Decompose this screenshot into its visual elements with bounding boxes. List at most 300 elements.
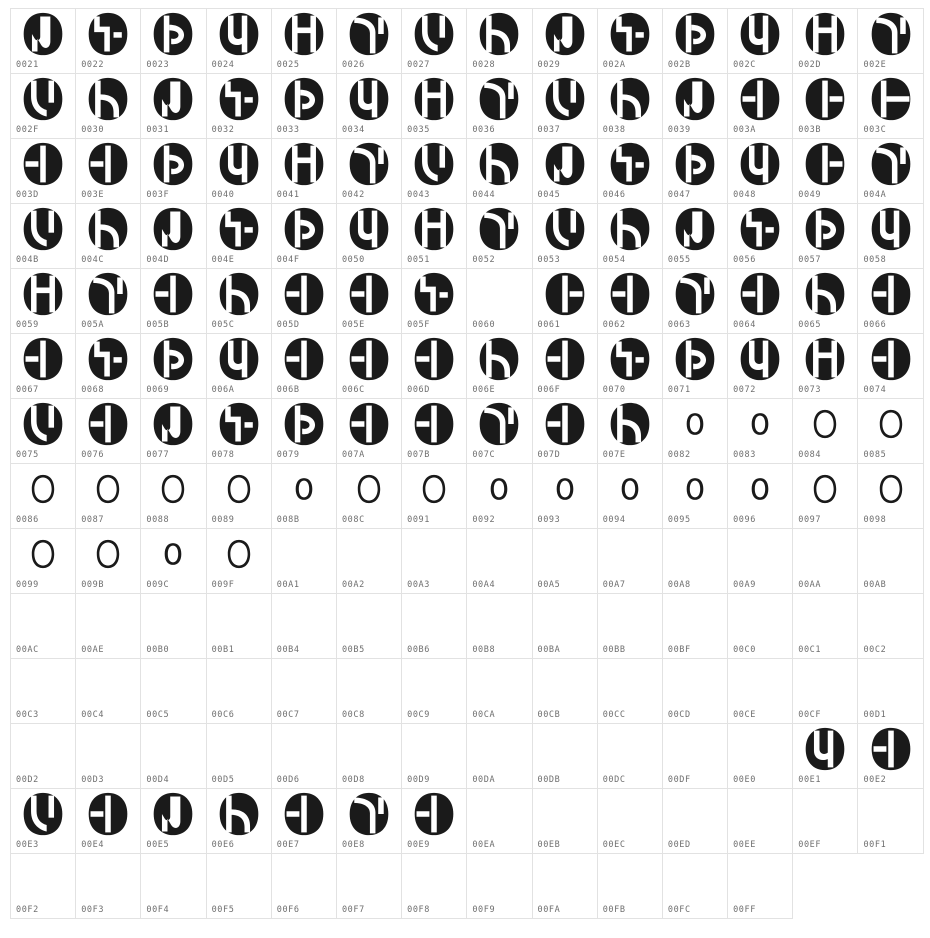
glyph-code-label: 003C [863,124,887,135]
glyph-cell[interactable] [533,594,598,659]
glyph-cell[interactable] [858,334,923,399]
glyph-cell[interactable] [11,464,76,529]
glyph-cell[interactable] [598,204,663,269]
glyph-cell[interactable] [793,74,858,139]
glyph-cell[interactable] [11,724,76,789]
glyph-cell[interactable] [402,594,467,659]
glyph-cell[interactable] [207,139,272,204]
glyph-cell[interactable] [207,399,272,464]
glyph-cell[interactable] [207,74,272,139]
glyph-icon [533,78,597,120]
glyph-icon [728,663,792,705]
glyph-cell[interactable] [272,269,337,334]
glyph-cell[interactable] [858,464,923,529]
glyph-code-label: 00E0 [733,774,756,785]
glyph-cell[interactable] [141,399,206,464]
glyph-cell[interactable] [11,204,76,269]
glyph-cell[interactable] [76,789,141,854]
glyph-cell[interactable] [76,334,141,399]
glyph-icon [337,13,401,55]
glyph-icon [141,663,205,705]
glyph-cell[interactable] [141,269,206,334]
glyph-icon [207,858,271,900]
glyph-cell[interactable] [402,334,467,399]
glyph-code-label: 009C [146,579,170,590]
glyph-cell[interactable] [337,139,402,204]
glyph-icon [402,78,466,120]
glyph-cell[interactable] [467,139,532,204]
glyph-code-label: 00D5 [211,774,235,785]
glyph-cell[interactable] [533,9,598,74]
glyph-cell[interactable] [858,9,923,74]
glyph-cell[interactable] [858,139,923,204]
glyph-cell[interactable] [728,789,793,854]
glyph-code-label: 007D [537,449,561,460]
glyph-cell[interactable] [663,139,728,204]
glyph-code-label: 00E3 [16,839,39,850]
glyph-cell[interactable] [141,334,206,399]
glyph-cell[interactable] [141,724,206,789]
glyph-cell[interactable] [207,269,272,334]
glyph-cell[interactable] [337,854,402,919]
glyph-cell[interactable] [141,594,206,659]
glyph-code-label: 0072 [733,384,756,395]
glyph-cell[interactable] [207,204,272,269]
glyph-code-label: 005E [341,319,365,330]
glyph-cell[interactable] [663,594,728,659]
glyph-icon [272,403,336,445]
glyph-icon [76,403,140,445]
glyph-cell[interactable] [76,204,141,269]
glyph-cell[interactable] [76,9,141,74]
glyph-cell[interactable] [793,269,858,334]
glyph-cell[interactable] [467,659,532,724]
glyph-icon [728,728,792,770]
glyph-cell[interactable] [272,529,337,594]
glyph-cell[interactable] [533,659,598,724]
glyph-icon [533,208,597,250]
glyph-icon [533,663,597,705]
glyph-cell[interactable] [402,529,467,594]
glyph-code-label: 00A8 [667,579,691,590]
glyph-cell[interactable] [467,269,532,334]
glyph-cell[interactable] [467,724,532,789]
glyph-code-label: 00EE [733,839,756,850]
glyph-code-label: 00E9 [407,839,430,850]
glyph-cell[interactable] [272,399,337,464]
glyph-code-label: 0057 [798,254,822,265]
glyph-icon [598,663,662,705]
glyph-code-label: 00E8 [341,839,365,850]
glyph-cell[interactable] [402,464,467,529]
glyph-cell[interactable] [728,659,793,724]
glyph-cell[interactable] [11,789,76,854]
glyph-icon [76,338,140,380]
glyph-cell[interactable] [663,74,728,139]
glyph-code-label: 00CF [798,709,822,720]
glyph-code-label: 00CB [537,709,561,720]
glyph-cell[interactable] [533,334,598,399]
glyph-cell[interactable] [728,269,793,334]
glyph-cell[interactable] [337,789,402,854]
glyph-code-label: 0025 [276,59,300,70]
glyph-cell[interactable] [76,854,141,919]
glyph-icon [467,13,531,55]
glyph-cell[interactable] [467,74,532,139]
glyph-cell[interactable] [663,724,728,789]
glyph-cell[interactable] [402,9,467,74]
glyph-cell[interactable] [858,789,923,854]
glyph-cell[interactable] [402,724,467,789]
glyph-icon [402,533,466,575]
glyph-icon [663,598,727,640]
glyph-icon [337,338,401,380]
glyph-cell[interactable] [793,529,858,594]
glyph-cell[interactable] [793,724,858,789]
glyph-cell[interactable] [793,334,858,399]
glyph-cell[interactable] [663,204,728,269]
glyph-cell[interactable] [533,204,598,269]
glyph-cell[interactable] [402,789,467,854]
glyph-code-label: 00FC [667,904,691,915]
glyph-icon [76,533,140,575]
glyph-cell[interactable] [858,724,923,789]
glyph-cell[interactable] [728,74,793,139]
glyph-cell[interactable] [76,269,141,334]
glyph-cell[interactable] [728,529,793,594]
glyph-cell[interactable] [598,789,663,854]
glyph-cell[interactable] [272,659,337,724]
glyph-cell[interactable] [272,789,337,854]
glyph-cell[interactable] [11,854,76,919]
glyph-cell[interactable] [793,789,858,854]
glyph-icon [207,403,271,445]
glyph-cell[interactable] [337,9,402,74]
glyph-cell[interactable] [793,139,858,204]
glyph-code-label: 0036 [472,124,496,135]
glyph-cell[interactable] [467,789,532,854]
glyph-cell[interactable] [337,204,402,269]
glyph-icon [76,793,140,835]
glyph-icon [467,533,531,575]
glyph-code-label: 00D9 [407,774,430,785]
glyph-cell[interactable] [402,204,467,269]
glyph-cell-empty [793,854,858,919]
glyph-cell[interactable] [598,9,663,74]
glyph-cell[interactable] [858,594,923,659]
glyph-icon [598,858,662,900]
glyph-icon [402,858,466,900]
glyph-cell[interactable] [337,74,402,139]
glyph-cell[interactable] [793,464,858,529]
glyph-icon [598,208,662,250]
glyph-cell[interactable] [598,74,663,139]
glyph-cell[interactable] [141,139,206,204]
glyph-icon [11,858,75,900]
glyph-icon [337,403,401,445]
glyph-icon [272,793,336,835]
glyph-icon [793,598,857,640]
glyph-cell[interactable] [272,594,337,659]
glyph-cell[interactable] [272,204,337,269]
glyph-cell[interactable] [728,9,793,74]
glyph-code-label: 00EC [602,839,626,850]
glyph-icon [467,468,531,510]
glyph-cell[interactable] [858,74,923,139]
glyph-code-label: 0074 [863,384,887,395]
glyph-code-label: 00B1 [211,644,235,655]
glyph-cell[interactable] [207,659,272,724]
glyph-cell[interactable] [728,724,793,789]
glyph-cell[interactable] [141,854,206,919]
glyph-cell[interactable] [793,9,858,74]
glyph-cell[interactable] [858,399,923,464]
glyph-cell[interactable] [467,204,532,269]
glyph-code-label: 0049 [798,189,822,200]
glyph-cell[interactable] [793,399,858,464]
glyph-cell[interactable] [272,139,337,204]
glyph-code-label: 00A9 [733,579,756,590]
glyph-cell[interactable] [337,464,402,529]
glyph-cell[interactable] [728,464,793,529]
glyph-cell[interactable] [76,529,141,594]
glyph-code-label: 00C9 [407,709,430,720]
glyph-cell[interactable] [467,854,532,919]
glyph-cell[interactable] [533,529,598,594]
glyph-code-label: 0078 [211,449,235,460]
glyph-cell[interactable] [402,659,467,724]
glyph-code-label: 00EF [798,839,822,850]
glyph-code-label: 00BB [602,644,626,655]
glyph-code-label: 0077 [146,449,170,460]
glyph-cell[interactable] [858,659,923,724]
glyph-cell[interactable] [663,269,728,334]
glyph-cell[interactable] [663,529,728,594]
glyph-cell[interactable] [76,139,141,204]
glyph-cell[interactable] [467,464,532,529]
glyph-cell[interactable] [11,74,76,139]
glyph-code-label: 00FF [733,904,756,915]
glyph-cell[interactable] [11,269,76,334]
glyph-cell[interactable] [207,9,272,74]
glyph-code-label: 006B [276,384,300,395]
glyph-code-label: 007E [602,449,626,460]
glyph-cell[interactable] [337,659,402,724]
glyph-cell[interactable] [598,269,663,334]
glyph-cell[interactable] [11,399,76,464]
glyph-cell[interactable] [11,659,76,724]
glyph-code-label: 005F [407,319,430,330]
glyph-icon [663,663,727,705]
glyph-cell[interactable] [598,724,663,789]
glyph-cell[interactable] [402,399,467,464]
glyph-icon [337,468,401,510]
glyph-cell[interactable] [272,9,337,74]
glyph-icon [76,728,140,770]
glyph-cell[interactable] [858,529,923,594]
glyph-grid [10,8,924,919]
glyph-cell[interactable] [337,399,402,464]
glyph-code-label: 0046 [602,189,626,200]
glyph-cell[interactable] [858,204,923,269]
glyph-cell[interactable] [337,334,402,399]
glyph-icon [533,793,597,835]
glyph-cell[interactable] [728,854,793,919]
glyph-cell[interactable] [141,464,206,529]
glyph-cell[interactable] [533,269,598,334]
glyph-cell[interactable] [11,9,76,74]
glyph-icon [598,728,662,770]
glyph-icon [793,273,857,315]
glyph-cell[interactable] [467,9,532,74]
glyph-cell[interactable] [76,659,141,724]
glyph-cell[interactable] [728,399,793,464]
glyph-cell[interactable] [598,334,663,399]
glyph-cell[interactable] [598,139,663,204]
glyph-cell[interactable] [272,74,337,139]
glyph-cell[interactable] [858,269,923,334]
glyph-cell[interactable] [663,9,728,74]
glyph-cell[interactable] [272,334,337,399]
glyph-cell[interactable] [11,529,76,594]
glyph-cell[interactable] [467,529,532,594]
glyph-cell[interactable] [467,399,532,464]
glyph-icon [467,728,531,770]
glyph-cell[interactable] [728,204,793,269]
glyph-cell[interactable] [598,659,663,724]
glyph-code-label: 009F [211,579,235,590]
glyph-cell[interactable] [402,139,467,204]
glyph-code-label: 002C [733,59,756,70]
glyph-cell[interactable] [207,594,272,659]
glyph-icon [207,468,271,510]
glyph-code-label: 006F [537,384,561,395]
glyph-icon [402,338,466,380]
glyph-cell[interactable] [337,594,402,659]
glyph-icon [663,468,727,510]
glyph-icon [598,143,662,185]
glyph-cell[interactable] [598,399,663,464]
glyph-cell[interactable] [141,9,206,74]
glyph-cell[interactable] [207,464,272,529]
glyph-cell[interactable] [207,334,272,399]
glyph-code-label: 0024 [211,59,235,70]
glyph-cell[interactable] [207,854,272,919]
glyph-icon [858,533,922,575]
glyph-code-label: 00CD [667,709,691,720]
glyph-cell[interactable] [533,724,598,789]
glyph-cell[interactable] [141,789,206,854]
glyph-cell[interactable] [337,724,402,789]
glyph-cell[interactable] [728,594,793,659]
glyph-cell[interactable] [663,334,728,399]
glyph-cell[interactable] [402,74,467,139]
glyph-cell[interactable] [598,464,663,529]
glyph-code-label: 0033 [276,124,300,135]
glyph-icon [337,143,401,185]
glyph-icon [663,728,727,770]
glyph-cell[interactable] [76,74,141,139]
glyph-code-label: 00C8 [341,709,365,720]
glyph-code-label: 0045 [537,189,561,200]
glyph-cell[interactable] [76,399,141,464]
glyph-cell[interactable] [533,464,598,529]
glyph-cell[interactable] [533,139,598,204]
glyph-cell[interactable] [467,594,532,659]
glyph-cell[interactable] [207,789,272,854]
glyph-cell[interactable] [272,464,337,529]
glyph-code-label: 00F4 [146,904,170,915]
glyph-cell[interactable] [793,659,858,724]
glyph-cell[interactable] [598,854,663,919]
glyph-cell[interactable] [141,204,206,269]
glyph-cell[interactable] [467,334,532,399]
glyph-icon [728,13,792,55]
glyph-cell[interactable] [663,659,728,724]
glyph-code-label: 0097 [798,514,822,525]
glyph-cell[interactable] [663,399,728,464]
glyph-cell[interactable] [793,594,858,659]
glyph-code-label: 00B5 [341,644,365,655]
glyph-cell[interactable] [207,529,272,594]
glyph-cell[interactable] [11,139,76,204]
glyph-cell[interactable] [533,854,598,919]
glyph-cell[interactable] [272,724,337,789]
glyph-icon [402,143,466,185]
glyph-code-label: 002A [602,59,626,70]
glyph-cell[interactable] [728,139,793,204]
glyph-cell[interactable] [76,464,141,529]
glyph-cell[interactable] [598,529,663,594]
glyph-cell[interactable] [207,724,272,789]
glyph-cell[interactable] [793,204,858,269]
glyph-cell[interactable] [11,334,76,399]
glyph-cell[interactable] [76,724,141,789]
glyph-cell[interactable] [663,464,728,529]
glyph-code-label: 0051 [407,254,430,265]
glyph-cell[interactable] [402,854,467,919]
glyph-icon [467,858,531,900]
glyph-cell[interactable] [141,529,206,594]
glyph-cell[interactable] [533,74,598,139]
glyph-cell[interactable] [402,269,467,334]
glyph-cell[interactable] [728,334,793,399]
glyph-cell[interactable] [76,594,141,659]
glyph-cell[interactable] [663,789,728,854]
glyph-code-label: 00ED [667,839,691,850]
glyph-cell[interactable] [141,74,206,139]
glyph-code-label: 00F8 [407,904,430,915]
glyph-cell[interactable] [663,854,728,919]
glyph-cell[interactable] [141,659,206,724]
glyph-code-label: 0038 [602,124,626,135]
glyph-cell[interactable] [533,789,598,854]
glyph-cell[interactable] [337,529,402,594]
glyph-code-label: 00A4 [472,579,496,590]
glyph-cell[interactable] [598,594,663,659]
glyph-icon [728,793,792,835]
glyph-cell[interactable] [337,269,402,334]
glyph-cell[interactable] [533,399,598,464]
glyph-code-label: 00A7 [602,579,626,590]
glyph-icon [11,468,75,510]
glyph-icon [663,78,727,120]
glyph-code-label: 00F7 [341,904,365,915]
glyph-cell[interactable] [272,854,337,919]
glyph-icon [858,858,922,900]
glyph-icon [793,78,857,120]
glyph-cell[interactable] [11,594,76,659]
